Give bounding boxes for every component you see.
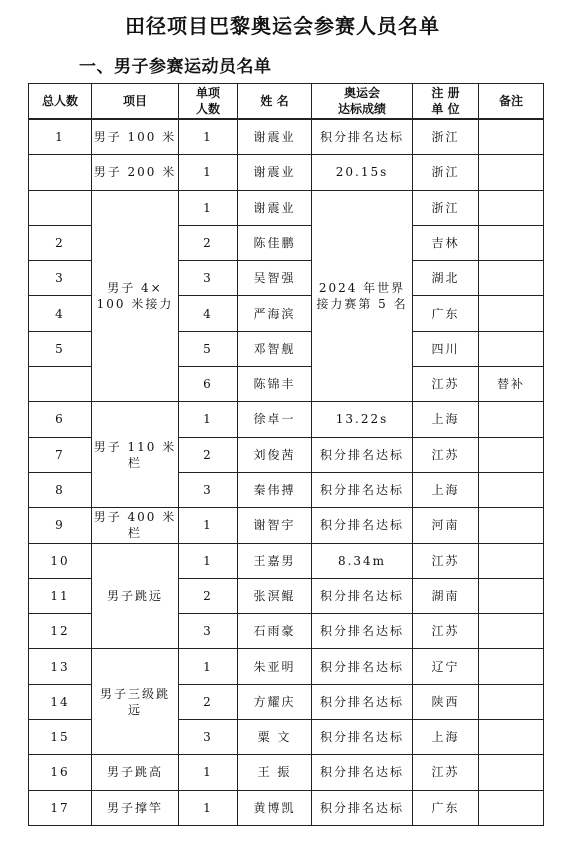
header-standard: 奥运会 达标成绩 [312, 84, 413, 120]
name-cell: 石雨豪 [238, 614, 312, 649]
name-cell: 张溟鲲 [238, 578, 312, 613]
table-row [29, 543, 544, 578]
province-cell: 辽宁 [413, 649, 479, 684]
standard-cell: 2024 年世界 接力赛第 5 名 [312, 190, 413, 402]
count-cell: 2 [179, 578, 238, 613]
total-cell: 9 [29, 508, 92, 543]
province-cell: 上海 [413, 472, 479, 507]
count-cell: 2 [179, 684, 238, 719]
province-cell: 广东 [413, 790, 479, 825]
count-cell: 3 [179, 472, 238, 507]
header-province: 注 册 单 位 [413, 84, 479, 120]
total-cell: 10 [29, 543, 92, 578]
province-cell: 上海 [413, 720, 479, 755]
name-cell: 邓智舰 [238, 331, 312, 366]
name-cell: 粟 文 [238, 720, 312, 755]
table-row [29, 190, 544, 225]
province-cell: 江苏 [413, 437, 479, 472]
table-row [29, 755, 544, 790]
total-cell: 5 [29, 331, 92, 366]
count-cell: 3 [179, 614, 238, 649]
standard-cell: 积分排名达标 [312, 614, 413, 649]
total-cell: 16 [29, 755, 92, 790]
standard-cell: 8.34m [312, 543, 413, 578]
note-cell [479, 755, 544, 790]
note-cell [479, 684, 544, 719]
count-cell: 3 [179, 720, 238, 755]
total-cell: 14 [29, 684, 92, 719]
total-cell [29, 190, 92, 225]
name-cell: 吴智强 [238, 261, 312, 296]
name-cell: 谢震业 [238, 119, 312, 155]
count-cell: 1 [179, 402, 238, 437]
note-cell [479, 261, 544, 296]
header-total: 总人数 [29, 84, 92, 120]
note-cell [479, 649, 544, 684]
province-cell: 陕西 [413, 684, 479, 719]
event-cell: 男子撑竿 [92, 790, 179, 825]
section-title: 一、男子参赛运动员名单 [79, 57, 272, 77]
event-cell: 男子 100 米 [92, 119, 179, 155]
header-note: 备注 [479, 84, 544, 120]
name-cell: 谢震业 [238, 190, 312, 225]
count-cell: 1 [179, 790, 238, 825]
name-cell: 王嘉男 [238, 543, 312, 578]
province-cell: 浙江 [413, 119, 479, 155]
name-cell: 方耀庆 [238, 684, 312, 719]
count-cell: 1 [179, 119, 238, 155]
header-event: 项目 [92, 84, 179, 120]
note-cell [479, 472, 544, 507]
name-cell: 黄博凯 [238, 790, 312, 825]
standard-cell: 积分排名达标 [312, 790, 413, 825]
note-cell [479, 119, 544, 155]
note-cell: 替补 [479, 367, 544, 402]
province-cell: 上海 [413, 402, 479, 437]
total-cell [29, 367, 92, 402]
province-cell: 江苏 [413, 543, 479, 578]
name-cell: 刘俊茜 [238, 437, 312, 472]
name-cell: 秦伟搏 [238, 472, 312, 507]
standard-cell: 积分排名达标 [312, 755, 413, 790]
note-cell [479, 155, 544, 190]
count-cell: 4 [179, 296, 238, 331]
standard-cell: 积分排名达标 [312, 437, 413, 472]
province-cell: 江苏 [413, 614, 479, 649]
roster-table [28, 83, 544, 826]
total-cell: 8 [29, 472, 92, 507]
standard-cell: 20.15s [312, 155, 413, 190]
header-name: 姓 名 [238, 84, 312, 120]
standard-cell: 积分排名达标 [312, 119, 413, 155]
count-cell: 2 [179, 437, 238, 472]
name-cell: 王 振 [238, 755, 312, 790]
count-cell: 1 [179, 155, 238, 190]
count-cell: 1 [179, 543, 238, 578]
name-cell: 徐卓一 [238, 402, 312, 437]
province-cell: 广东 [413, 296, 479, 331]
total-cell: 4 [29, 296, 92, 331]
event-cell: 男子 400 米 栏 [92, 508, 179, 543]
count-cell: 1 [179, 508, 238, 543]
standard-cell: 积分排名达标 [312, 472, 413, 507]
event-cell: 男子 4× 100 米接力 [92, 190, 179, 402]
total-cell: 13 [29, 649, 92, 684]
province-cell: 河南 [413, 508, 479, 543]
event-cell: 男子 110 米 栏 [92, 402, 179, 508]
note-cell [479, 190, 544, 225]
table-row [29, 119, 544, 155]
total-cell: 2 [29, 225, 92, 260]
count-cell: 1 [179, 649, 238, 684]
table-row [29, 155, 544, 190]
note-cell [479, 720, 544, 755]
province-cell: 吉林 [413, 225, 479, 260]
note-cell [479, 508, 544, 543]
note-cell [479, 614, 544, 649]
total-cell: 1 [29, 119, 92, 155]
province-cell: 湖北 [413, 261, 479, 296]
standard-cell: 积分排名达标 [312, 508, 413, 543]
province-cell: 湖南 [413, 578, 479, 613]
total-cell: 11 [29, 578, 92, 613]
name-cell: 朱亚明 [238, 649, 312, 684]
note-cell [479, 790, 544, 825]
note-cell [479, 543, 544, 578]
event-cell: 男子跳高 [92, 755, 179, 790]
count-cell: 1 [179, 190, 238, 225]
standard-cell: 积分排名达标 [312, 720, 413, 755]
total-cell: 15 [29, 720, 92, 755]
table-row [29, 649, 544, 684]
province-cell: 四川 [413, 331, 479, 366]
event-cell: 男子 200 米 [92, 155, 179, 190]
count-cell: 3 [179, 261, 238, 296]
total-cell: 7 [29, 437, 92, 472]
header-count: 单项 人数 [179, 84, 238, 120]
table-row [29, 790, 544, 825]
count-cell: 2 [179, 225, 238, 260]
standard-cell: 积分排名达标 [312, 578, 413, 613]
standard-cell: 积分排名达标 [312, 649, 413, 684]
table-row [29, 508, 544, 543]
total-cell: 12 [29, 614, 92, 649]
table-header-row [29, 84, 544, 120]
table-row [29, 402, 544, 437]
name-cell: 谢震业 [238, 155, 312, 190]
name-cell: 严海滨 [238, 296, 312, 331]
province-cell: 浙江 [413, 155, 479, 190]
event-cell: 男子跳远 [92, 543, 179, 649]
page-title: 田径项目巴黎奥运会参赛人员名单 [125, 14, 440, 38]
province-cell: 浙江 [413, 190, 479, 225]
name-cell: 陈锦丰 [238, 367, 312, 402]
name-cell: 陈佳鹏 [238, 225, 312, 260]
note-cell [479, 402, 544, 437]
note-cell [479, 331, 544, 366]
note-cell [479, 225, 544, 260]
note-cell [479, 296, 544, 331]
total-cell: 6 [29, 402, 92, 437]
standard-cell: 13.22s [312, 402, 413, 437]
event-cell: 男子三级跳 远 [92, 649, 179, 755]
total-cell [29, 155, 92, 190]
count-cell: 1 [179, 755, 238, 790]
count-cell: 5 [179, 331, 238, 366]
province-cell: 江苏 [413, 755, 479, 790]
name-cell: 谢智宇 [238, 508, 312, 543]
standard-cell: 积分排名达标 [312, 684, 413, 719]
count-cell: 6 [179, 367, 238, 402]
note-cell [479, 437, 544, 472]
province-cell: 江苏 [413, 367, 479, 402]
note-cell [479, 578, 544, 613]
total-cell: 17 [29, 790, 92, 825]
total-cell: 3 [29, 261, 92, 296]
